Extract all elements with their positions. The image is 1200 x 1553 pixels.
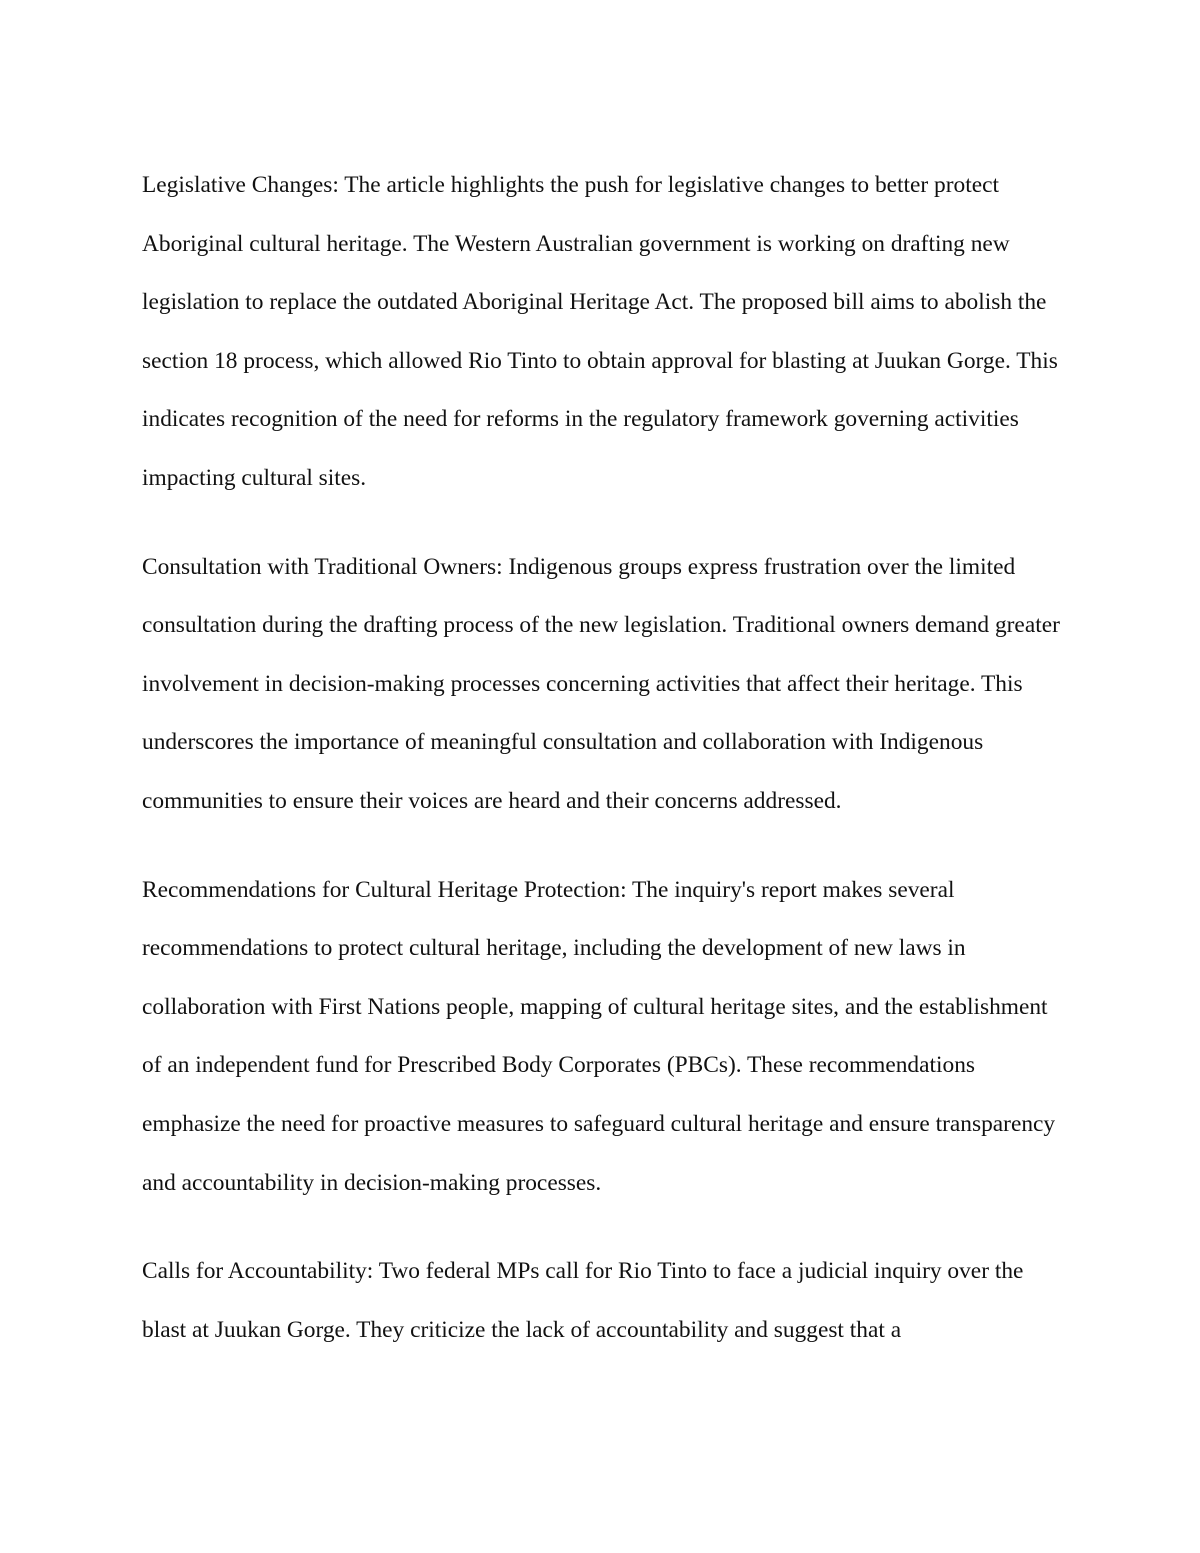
paragraph-recommendations-heritage-protection: Recommendations for Cultural Heritage Protection: The inquiry's report makes several recommendations to protect cultural heritage, including the development of new laws in collaboration with First Nations people, mapping of cultural heritage sites, and the establishment of an independent fund for Prescribed Body Corporates (PBCs). These recommendations emphasize the need for proactive measures to safeguard cultural heritage and ensure transparency and accountability in decision-making processes. bbox=[142, 876, 1056, 1196]
paragraph-calls-for-accountability: Calls for Accountability: Two federal MPs call for Rio Tinto to face a judicial inquiry over the blast at Juukan Gorge. They criticize the lack of accountability and suggest that a bbox=[142, 1258, 1024, 1343]
document-body bbox=[142, 156, 1064, 1389]
paragraph-consultation-traditional-owners: Consultation with Traditional Owners: Indigenous groups express frustration over the limited consultation during the drafting process of the new legislation. Traditional owners demand greater involvement in decision-making processes concerning activities that affect their heritage. This underscores the importance of meaningful consultation and collaboration with Indigenous communities to ensure their voices are heard and their concerns addressed. bbox=[142, 553, 1060, 814]
paragraph-legislative-changes: Legislative Changes: The article highlights the push for legislative changes to better protect Aboriginal cultural heritage. The Western Australian government is working on drafting new legislation to replace the outdated Aboriginal Heritage Act. The proposed bill aims to abolish the section 18 process, which allowed Rio Tinto to obtain approval for blasting at Juukan Gorge. This indicates recognition of the need for reforms in the regulatory framework governing activities impacting cultural sites. bbox=[142, 172, 1058, 491]
